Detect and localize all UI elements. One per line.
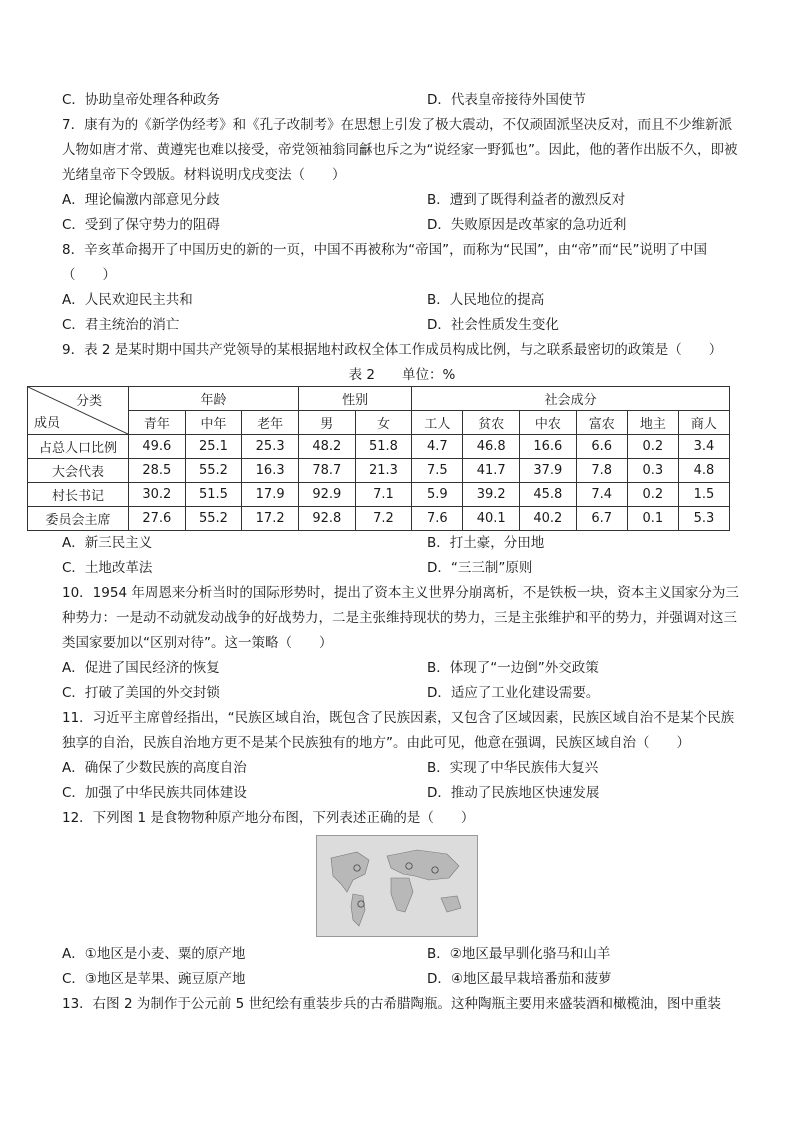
corner-label-member: 成员 <box>34 416 61 431</box>
table-cell: 49.6 <box>129 435 186 459</box>
table-cell: 46.8 <box>463 435 520 459</box>
table-cell: 92.8 <box>298 507 355 531</box>
q9-option-c: C．土地改革法 <box>62 560 153 576</box>
q12-stem: 12．下列图 1 是食物物种原产地分布图，下列表述正确的是（ ） <box>62 810 475 826</box>
table-cell: 7.4 <box>576 483 627 507</box>
table-cell: 16.6 <box>520 435 577 459</box>
q12-option-d: D．④地区最早栽培番茄和菠萝 <box>427 971 612 987</box>
table-row <box>28 435 730 459</box>
q10-option-d: D．适应了工业化建设需要。 <box>427 685 600 701</box>
table-cell: 7.6 <box>412 507 463 531</box>
q7-option-a: A．理论偏激内部意见分歧 <box>62 192 220 208</box>
table-corner-cell <box>28 387 129 435</box>
q10-options-ab <box>62 656 742 681</box>
exam-page <box>34 88 742 1017</box>
table-cell: 51.5 <box>185 483 242 507</box>
row-label: 村长书记 <box>28 483 129 507</box>
sub-header-cell: 中农 <box>520 411 577 435</box>
q8-option-b: B．人民地位的提高 <box>427 292 545 308</box>
q7-option-d: D．失败原因是改革家的急功近利 <box>427 217 627 233</box>
q11-options-ab <box>62 756 742 781</box>
world-map-image <box>317 836 477 936</box>
q11-option-c: C．加强了中华民族共同体建设 <box>62 785 247 801</box>
table-cell: 92.9 <box>298 483 355 507</box>
table-cell: 7.8 <box>576 459 627 483</box>
sub-header-cell: 富农 <box>576 411 627 435</box>
table-cell: 3.4 <box>678 435 729 459</box>
q12-options-ab <box>62 942 742 967</box>
q7-options-cd <box>62 213 742 238</box>
table-cell: 7.5 <box>412 459 463 483</box>
table-cell: 17.9 <box>242 483 299 507</box>
table-cell: 39.2 <box>463 483 520 507</box>
q13-stem: 13．右图 2 为制作于公元前 5 世纪绘有重装步兵的古希腊陶瓶。这种陶瓶主要用来盛装酒和橄榄油，图中重装 <box>62 996 722 1012</box>
q8-stem: 8．辛亥革命揭开了中国历史的新的一页，中国不再被称为“帝国”，而称为“民国”，由“帝”而“民”说明了中国（ ） <box>62 242 708 283</box>
table-cell: 0.1 <box>627 507 678 531</box>
q8-option-d: D．社会性质发生变化 <box>427 317 559 333</box>
table-cell: 48.2 <box>298 435 355 459</box>
table-cell: 41.7 <box>463 459 520 483</box>
table-cell: 25.1 <box>185 435 242 459</box>
table-row <box>28 507 730 531</box>
q6-option-c: C．协助皇帝处理各种政务 <box>62 92 220 108</box>
table-caption: 表 2 单位：% <box>348 367 456 383</box>
table-row <box>28 459 730 483</box>
q9-stem: 9．表 2 是某时期中国共产党领导的某根据地村政权全体工作成员构成比例，与之联系最密切的政策是（ ） <box>62 342 723 358</box>
q9-option-a: A．新三民主义 <box>62 535 153 551</box>
sub-header-cell: 工人 <box>412 411 463 435</box>
table-body <box>28 435 730 531</box>
q6-option-d: D．代表皇帝接待外国使节 <box>427 92 586 108</box>
sub-header-cell: 女 <box>355 411 412 435</box>
row-label: 委员会主席 <box>28 507 129 531</box>
table-cell: 1.5 <box>678 483 729 507</box>
q11-option-d: D．推动了民族地区快速发展 <box>427 785 600 801</box>
q10-stem: 10．1954 年周恩来分析当时的国际形势时，提出了资本主义世界分崩离析，不是铁板一块，资本主义国家分为三种势力：一是动不动就发动战争的好战势力，二是主张维持现状的势力，三是主张维护和平的势力，并强调对这三类国家要加以“区别对待”。这一策略（ ） <box>62 585 739 651</box>
q10-options-cd <box>62 681 742 706</box>
q9-options-cd <box>62 556 742 581</box>
table-cell: 55.2 <box>185 507 242 531</box>
q8-option-c: C．君主统治的消亡 <box>62 317 180 333</box>
table-cell: 45.8 <box>520 483 577 507</box>
table-cell: 0.2 <box>627 435 678 459</box>
q11-stem: 11．习近平主席曾经指出，“民族区域自治，既包含了民族因素，又包含了区域因素，民族区域自治不是某个民族独享的自治，民族自治地方更不是某个民族独有的地方”。由此可见，他意在强调，民族区域自治（ ） <box>62 710 735 751</box>
table-cell: 6.6 <box>576 435 627 459</box>
sub-header-cell: 老年 <box>242 411 299 435</box>
table-sub-header-row <box>28 411 730 435</box>
table-cell: 16.3 <box>242 459 299 483</box>
q7-option-b: B．遭到了既得利益者的激烈反对 <box>427 192 626 208</box>
q8-option-a: A．人民欢迎民主共和 <box>62 292 193 308</box>
corner-label-category: 分类 <box>75 394 102 409</box>
table-cell: 40.1 <box>463 507 520 531</box>
q7-options-ab <box>62 188 742 213</box>
table-cell: 5.3 <box>678 507 729 531</box>
world-map-figure <box>316 835 478 937</box>
table-row <box>28 483 730 507</box>
row-label: 大会代表 <box>28 459 129 483</box>
q7-stem: 7．康有为的《新学伪经考》和《孔子改制考》在思想上引发了极大震动，不仅顽固派坚决反对，而且不少维新派人物如唐才常、黄遵宪也难以接受，帝党领袖翁同龢也斥之为“说经家一野狐也”。因此，他的著作出版不久，即被光绪皇帝下令毁版。材料说明戊戌变法（ ） <box>62 117 738 183</box>
table-cell: 27.6 <box>129 507 186 531</box>
q10-option-a: A．促进了国民经济的恢复 <box>62 660 220 676</box>
q7-option-c: C．受到了保守势力的阻碍 <box>62 217 220 233</box>
table-cell: 28.5 <box>129 459 186 483</box>
q9-options-ab <box>62 531 742 556</box>
q12-option-c: C．③地区是苹果、豌豆原产地 <box>62 971 246 987</box>
sub-header-cell: 青年 <box>129 411 186 435</box>
sub-header-cell: 商人 <box>678 411 729 435</box>
q10-option-c: C．打破了美国的外交封锁 <box>62 685 220 701</box>
q11-option-b: B．实现了中华民族伟大复兴 <box>427 760 599 776</box>
table-cell: 40.2 <box>520 507 577 531</box>
q8-options-cd <box>62 313 742 338</box>
table-cell: 7.1 <box>355 483 412 507</box>
table-cell: 0.2 <box>627 483 678 507</box>
table-cell: 37.9 <box>520 459 577 483</box>
sub-header-cell: 男 <box>298 411 355 435</box>
group-header-gender: 性别 <box>298 387 411 411</box>
table-cell: 55.2 <box>185 459 242 483</box>
group-header-age: 年龄 <box>129 387 299 411</box>
table-cell: 0.3 <box>627 459 678 483</box>
sub-header-cell: 中年 <box>185 411 242 435</box>
table-cell: 21.3 <box>355 459 412 483</box>
table-cell: 51.8 <box>355 435 412 459</box>
q10-option-b: B．体现了“一边倒”外交政策 <box>427 660 599 676</box>
table-cell: 30.2 <box>129 483 186 507</box>
q12-options-cd <box>62 967 742 992</box>
sub-header-cell: 地主 <box>627 411 678 435</box>
table-cell: 4.8 <box>678 459 729 483</box>
sub-header-cell: 贫农 <box>463 411 520 435</box>
table-cell: 4.7 <box>412 435 463 459</box>
q12-option-a: A．①地区是小麦、粟的原产地 <box>62 946 246 962</box>
row-label: 占总人口比例 <box>28 435 129 459</box>
table-group-header-row <box>28 387 730 411</box>
q12-option-b: B．②地区最早驯化骆马和山羊 <box>427 946 611 962</box>
group-header-class: 社会成分 <box>412 387 730 411</box>
table-cell: 17.2 <box>242 507 299 531</box>
table-cell: 7.2 <box>355 507 412 531</box>
table-cell: 6.7 <box>576 507 627 531</box>
q8-options-ab <box>62 288 742 313</box>
table-cell: 25.3 <box>242 435 299 459</box>
q11-option-a: A．确保了少数民族的高度自治 <box>62 760 247 776</box>
table-cell: 5.9 <box>412 483 463 507</box>
q9-option-b: B．打土豪，分田地 <box>427 535 545 551</box>
q11-options-cd <box>62 781 742 806</box>
q6-options <box>62 88 742 113</box>
table-cell: 78.7 <box>298 459 355 483</box>
q9-option-d: D．“三三制”原则 <box>427 560 533 576</box>
composition-table <box>27 386 730 531</box>
